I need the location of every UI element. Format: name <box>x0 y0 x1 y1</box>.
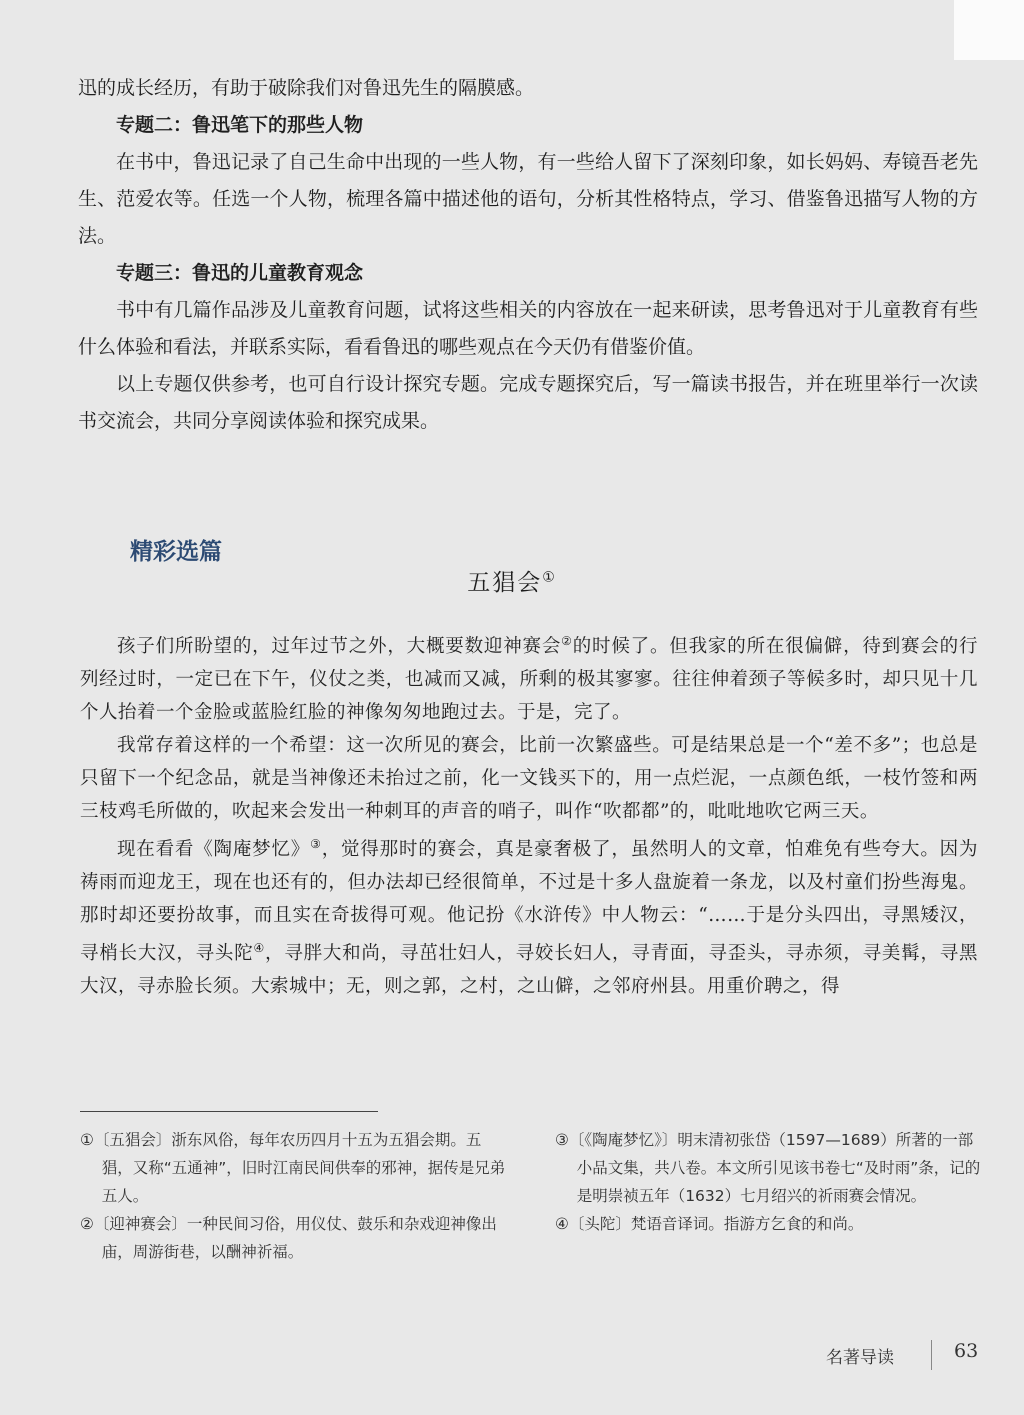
footnote-4: ④〔头陀〕梵语音译词。指游方乞食的和尚。 <box>555 1215 864 1233</box>
article-title-text: 五猖会 <box>467 570 543 596</box>
article-body <box>80 625 978 1003</box>
footnotes-right <box>555 1126 985 1238</box>
text-span: ，寻胖大和尚，寻茁壮妇人，寻姣长妇人，寻青面，寻歪头，寻赤须，寻美髯，寻黑大汉，寻赤脸长须。大索城中；无，则之郭，之村，之山僻，之邻府州县。用重价聘之，得 <box>80 943 978 998</box>
footer-divider <box>931 1340 932 1370</box>
text-span: 现在看看《陶庵梦忆》 <box>117 839 311 861</box>
article-title <box>0 564 1024 597</box>
footnotes-left <box>80 1126 510 1266</box>
paragraph: 我常存着这样的一个希望：这一次所见的赛会，比前一次繁盛些。可是结果总是一个“差不多”；也总是只留下一个纪念品，就是当神像还未抬过之前，化一文钱买下的，用一点烂泥，一点颜色纸，一枝竹签和两三枝鸡毛所做的，吹起来会发出一种刺耳的声音的哨子，叫作“吹都都”的，吡吡地吹它两三天。 <box>80 735 978 823</box>
footnote-ref: ③ <box>310 837 322 852</box>
topic3-text: 书中有几篇作品涉及儿童教育问题，试将这些相关的内容放在一起来研读，思考鲁迅对于儿童教育有些什么体验和看法，并联系实际，看看鲁迅的哪些观点在今天仍有借鉴价值。 <box>78 299 978 358</box>
section-title: 精彩选篇 <box>130 539 222 565</box>
text-span: 孩子们所盼望的，过年过节之外，大概要数迎神赛会 <box>117 636 562 658</box>
closing-text: 以上专题仅供参考，也可自行设计探究专题。完成专题探究后，写一篇读书报告，并在班里举行一次读书交流会，共同分享阅读体验和探究成果。 <box>78 373 978 432</box>
footnote-2: ②〔迎神赛会〕一种民间习俗，用仪仗、鼓乐和杂戏迎神像出庙，周游街巷，以酬神祈福。 <box>80 1215 497 1261</box>
text-span: 的时候了。但我家的所在很偏僻，待到赛会的行列经过时，一定已在下午，仪仗之类，也减而又减，所剩的极其寥寥。往往伸着颈子等候多时，却只见十几个人抬着一个金脸或蓝脸红脸的神像匆匆地跑过去。于是，完了。 <box>80 636 978 724</box>
scan-edge <box>954 0 1024 60</box>
topic3-heading: 专题三：鲁迅的儿童教育观念 <box>116 262 364 284</box>
footnote-ref: ④ <box>253 941 266 956</box>
footnote-1: ①〔五猖会〕浙东风俗，每年农历四月十五为五猖会期。五猖，又称“五通神”，旧时江南民间供奉的邪神，据传是兄弟五人。 <box>80 1131 506 1205</box>
paragraph <box>80 625 978 729</box>
footnote-ref: ② <box>561 634 573 648</box>
footnote-ref: ① <box>542 569 557 586</box>
footer-book-label: 名著导读 <box>826 1348 894 1368</box>
topic2-text: 在书中，鲁迅记录了自己生命中出现的一些人物，有一些给人留下了深刻印象，如长妈妈、寿镜吾老先生、范爱农等。任选一个人物，梳理各篇中描述他的语句，分析其性格特点，学习、借鉴鲁迅描写人物的方法。 <box>78 151 978 247</box>
topic2-heading: 专题二：鲁迅笔下的那些人物 <box>116 114 364 136</box>
text-span: ，觉得那时的赛会，真是豪奢极了，虽然明人的文章，怕难免有些夸大。因为祷雨而迎龙王，现在也还有的，但办法却已经很简单，不过是十多人盘旋着一条龙，以及村童们扮些海鬼。那时却还要扮故事，而且实在奇拔得可观。他记扮《水浒传》中人物云：“……于是分头四出，寻黑矮汉，寻梢长大汉，寻头陀 <box>80 839 978 965</box>
footnote-divider <box>80 1111 378 1112</box>
topic-section <box>78 70 978 440</box>
footnote-3: ③〔《陶庵梦忆》〕明末清初张岱（1597—1689）所著的一部小品文集，共八卷。本文所引见该书卷七“及时雨”条，记的是明崇祯五年（1632）七月绍兴的祈雨赛会情况。 <box>555 1131 981 1205</box>
continuation-line: 迅的成长经历，有助于破除我们对鲁迅先生的隔膜感。 <box>78 77 535 99</box>
paragraph <box>80 828 978 1003</box>
page-number: 63 <box>954 1340 979 1362</box>
